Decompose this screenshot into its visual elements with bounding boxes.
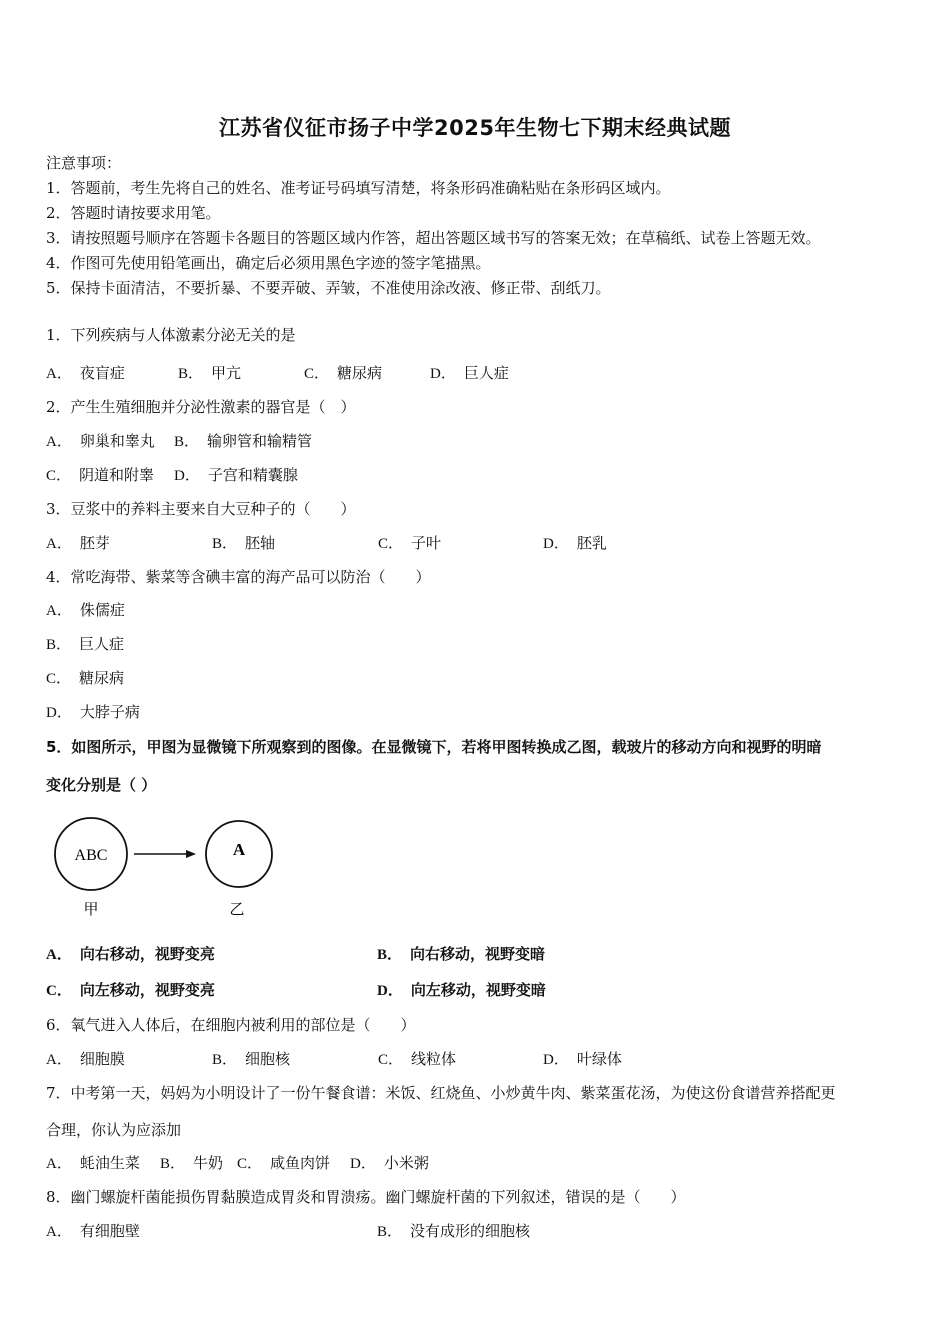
question-2-stem: 2．产生生殖细胞并分泌性激素的器官是（ ） [46,398,356,416]
question-5-stem-line1: 5．如图所示，甲图为显微镜下所观察到的图像。在显微镜下，若将甲图转换成乙图，载玻片的移动方向和视野的明暗 [46,738,822,756]
page-title: 江苏省仪征市扬子中学2025年生物七下期末经典试题 [219,116,731,140]
q2-option-d: D． 子宫和精囊腺 [174,466,298,484]
q8-option-a: A． 有细胞壁 [46,1222,140,1240]
q7-option-a: A． 蚝油生菜 [46,1154,140,1172]
question-7-stem-line1: 7．中考第一天，妈妈为小明设计了一份午餐食谱：米饭、红烧鱼、小炒黄牛肉、紫菜蛋花汤，为使这份食谱营养搭配更 [46,1084,836,1102]
figure-left-text: ABC [74,847,108,864]
q7-option-b: B． 牛奶 [160,1154,224,1172]
notice-item: 4．作图可先使用铅笔画出，确定后必须用黑色字迹的签字笔描黑。 [46,254,491,272]
q4-option-d: D． 大脖子病 [46,703,140,721]
q8-option-b: B． 没有成形的细胞核 [377,1222,531,1240]
question-8-stem: 8．幽门螺旋杆菌能损伤胃黏膜造成胃炎和胃溃疡。幽门螺旋杆菌的下列叙述，错误的是（ ） [46,1188,686,1206]
q2-option-a: A． 卵巢和睾丸 [46,432,155,450]
q7-option-c: C． 咸鱼肉饼 [237,1154,331,1172]
q2-option-c: C． 阴道和附睾 [46,466,155,484]
q3-option-c: C． 子叶 [378,534,442,552]
q4-option-c: C． 糖尿病 [46,669,125,687]
q5-option-a: A． 向右移动，视野变亮 [46,945,215,963]
question-3-stem: 3．豆浆中的养料主要来自大豆种子的（ ） [46,500,356,518]
q5-option-c: C． 向左移动，视野变亮 [46,981,215,999]
q3-option-b: B． 胚轴 [212,534,276,552]
figure-right-text: A [232,840,246,859]
figure-caption-yi: 乙 [229,900,245,918]
microscope-figure [46,810,286,930]
arrow-head-icon [186,850,196,858]
notice-item: 1．答题前，考生先将自己的姓名、准考证号码填写清楚，将条形码准确粘贴在条形码区域内。 [46,179,671,197]
q1-option-c: C． 糖尿病 [304,364,383,382]
q5-option-d: D． 向左移动，视野变暗 [377,981,546,999]
q5-option-b: B． 向右移动，视野变暗 [377,945,546,963]
question-5-stem-line2: 变化分别是（ ） [46,776,157,794]
q6-option-a: A． 细胞膜 [46,1050,125,1068]
q4-option-b: B． 巨人症 [46,635,125,653]
notice-heading: 注意事项： [46,154,122,172]
q4-option-a: A． 侏儒症 [46,601,125,619]
q3-option-a: A． 胚芽 [46,534,110,552]
q1-option-b: B． 甲亢 [178,364,242,382]
q1-option-a: A． 夜盲症 [46,364,125,382]
question-6-stem: 6．氧气进入人体后，在细胞内被利用的部位是（ ） [46,1016,416,1034]
q6-option-c: C． 线粒体 [378,1050,457,1068]
q3-option-d: D． 胚乳 [543,534,607,552]
notice-item: 5．保持卡面清洁，不要折暴、不要弄破、弄皱，不准使用涂改液、修正带、刮纸刀。 [46,279,611,297]
q6-option-b: B． 细胞核 [212,1050,291,1068]
q1-option-d: D． 巨人症 [430,364,509,382]
q7-option-d: D． 小米粥 [350,1154,429,1172]
notice-item: 2．答题时请按要求用笔。 [46,204,221,222]
q2-option-b: B． 输卵管和输精管 [174,432,313,450]
question-4-stem: 4．常吃海带、紫菜等含碘丰富的海产品可以防治（ ） [46,568,431,586]
figure-caption-jia: 甲 [83,900,99,918]
q6-option-d: D． 叶绿体 [543,1050,622,1068]
notice-item: 3．请按照题号顺序在答题卡各题目的答题区域内作答，超出答题区域书写的答案无效；在草稿纸、试卷上答题无效。 [46,229,821,247]
question-7-stem-line2: 合理，你认为应添加 [46,1121,182,1139]
question-1-stem: 1．下列疾病与人体激素分泌无关的是 [46,326,296,344]
